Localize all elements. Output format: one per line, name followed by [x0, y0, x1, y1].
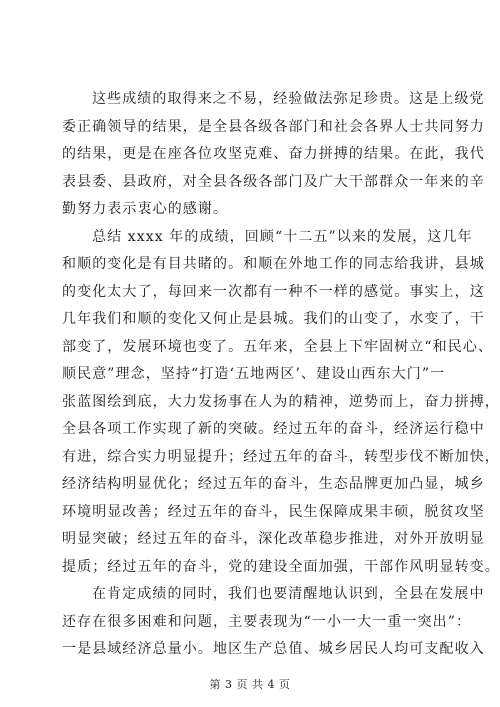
paragraph-line: 有进，综合实力明显提升；经过五年的奋斗，转型步伐不断加快， [62, 448, 500, 465]
paragraph-1 [62, 86, 485, 224]
paragraph-line: 几年我们和顺的变化又何止是县城。我们的山变了，水变了，干 [62, 311, 485, 327]
paragraph-line: 提质；经过五年的奋斗，党的建设全面加强，干部作风明显转变。 [62, 558, 500, 575]
paragraph-line: 勤努力表示衷心的感谢。 [62, 201, 229, 217]
paragraph-line: 经济结构明显优化；经过五年的奋斗，生态品牌更加凸显，城乡 [62, 476, 485, 492]
paragraph-line: 环境明显改善；经过五年的奋斗，民生保障成果丰硕，脱贫攻坚 [62, 503, 485, 520]
paragraph-line: 的结果，更是在座各位攻坚克难、奋力拼搏的结果。在此，我代 [62, 146, 485, 162]
paragraph-3 [62, 581, 485, 664]
paragraph-line: 表县委、县政府，对全县各级各部门及广大干部群众一年来的辛 [62, 173, 485, 190]
page-number-label: 第 3 页 共 4 页 [209, 678, 291, 691]
paragraph-line: 在肯定成绩的同时，我们也要清醒地认识到，全县在发展中 [92, 586, 485, 602]
paragraph-line: 总结 xxxx 年的成绩，回顾“十二五”以来的发展，这几年 [92, 228, 473, 245]
paragraph-line: 明显突破；经过五年的奋斗，深化改革稳步推进，对外开放明显 [62, 531, 485, 547]
paragraph-line: 和顺的变化是有目共睹的。和顺在外地工作的同志给我讲，县城 [62, 256, 485, 272]
paragraph-line: 的变化太大了，每回来一次都有一种不一样的感觉。事实上，这 [62, 283, 485, 300]
paragraph-line: 张蓝图绘到底，大力发扬事在人为的精神，逆势而上，奋力拼搏， [62, 393, 500, 410]
paragraph-line: 委正确领导的结果，是全县各级各部门和社会各界人士共同努力 [62, 118, 485, 135]
paragraph-line: 这些成绩的取得来之不易，经验做法弥足珍贵。这是上级党 [92, 91, 485, 107]
page-footer [0, 676, 500, 692]
paragraph-line: 还存在很多困难和问题，主要表现为“一小一大一重一突出”： [62, 613, 472, 630]
paragraph-2 [62, 224, 500, 582]
paragraph-line: 全县各项工作实现了新的突破。经过五年的奋斗，经济运行稳中 [62, 421, 485, 437]
paragraph-line: 部变了，发展环境也变了。五年来，全县上下牢固树立“和民心、 [62, 338, 494, 355]
paragraph-line: 一是县域经济总量小。地区生产总值、城乡居民人均可支配收入 [62, 641, 485, 657]
paragraph-line: 顺民意”理念，坚持“打造‘五地两区’、建设山西东大门”一 [62, 366, 446, 382]
document-body [62, 86, 500, 664]
